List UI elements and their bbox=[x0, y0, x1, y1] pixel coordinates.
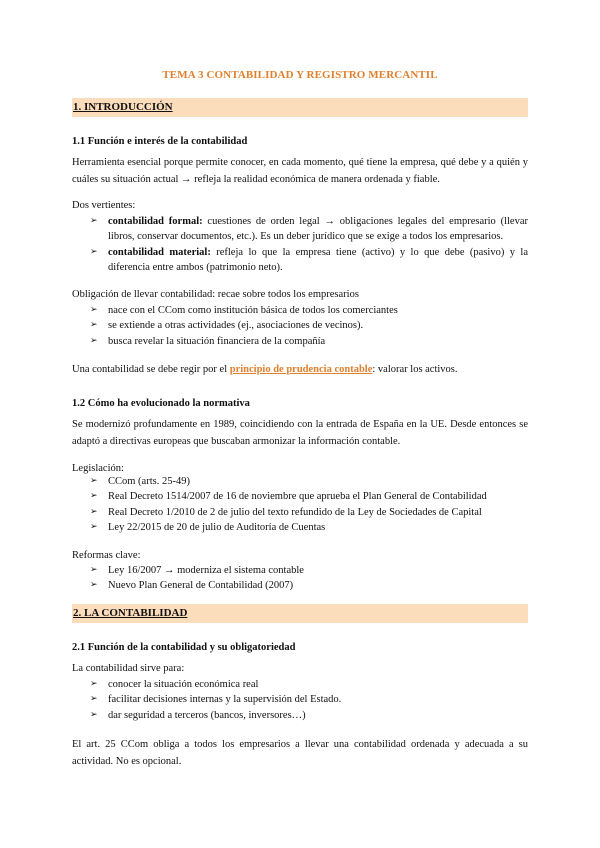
arrow-bullet-icon: ➢ bbox=[90, 320, 98, 331]
arrow-bullet-icon: ➢ bbox=[90, 491, 98, 502]
subheading-2-1: 2.1 Función de la contabilidad y su obligatoriedad bbox=[72, 642, 296, 653]
paragraph-normativa: Se modernizó profundamente en 1989, coincidiendo con la entrada de España en la UE. Desde entonces se adaptó a directivas europeas que buscaban armonizar la información contable. bbox=[72, 419, 528, 447]
arrow-bullet-icon: ➢ bbox=[90, 580, 98, 591]
document-title: TEMA 3 CONTABILIDAD Y REGISTRO MERCANTIL bbox=[162, 69, 438, 81]
sirve-label: La contabilidad sirve para: bbox=[72, 663, 185, 674]
list-item bbox=[90, 474, 528, 489]
term-description: refleja lo que la empresa tiene (activo) y lo que debe (pasivo) y la diferencia entre ambos (patrimonio neto). bbox=[108, 246, 528, 273]
list-item-text: Ley 16/2007 → moderniza el sistema contable bbox=[108, 565, 304, 576]
list-item-text: facilitar decisiones internas y la supervisión del Estado. bbox=[108, 694, 342, 706]
arrow-bullet-icon: ➢ bbox=[90, 709, 98, 720]
sirve-list bbox=[90, 677, 528, 723]
arrow-bullet-icon: ➢ bbox=[90, 216, 98, 226]
reformas-list bbox=[90, 563, 528, 594]
list-item-text: Nuevo Plan General de Contabilidad (2007) bbox=[108, 580, 294, 592]
prudencia-text-before: Una contabilidad se debe regir por el bbox=[72, 364, 230, 375]
vertientes-list bbox=[90, 214, 528, 275]
list-item bbox=[90, 520, 528, 535]
list-item-text: nace con el CCom como institución básica de todos los comerciantes bbox=[108, 305, 398, 316]
term-contabilidad-material: contabilidad material: bbox=[108, 246, 211, 258]
list-item-text: CCom (arts. 25-49) bbox=[108, 476, 190, 487]
list-item bbox=[90, 692, 528, 707]
paragraph-art-25: El art. 25 CCom obliga a todos los empresarios a llevar una contabilidad ordenada y adecuada a su actividad. No es opcional. bbox=[72, 739, 528, 767]
list-item-text: Real Decreto 1/2010 de 2 de julio del texto refundido de la Ley de Sociedades de Capital bbox=[108, 506, 482, 518]
arrow-bullet-icon: ➢ bbox=[90, 694, 98, 705]
term-contabilidad-formal: contabilidad formal: bbox=[108, 216, 203, 227]
arrow-bullet-icon: ➢ bbox=[90, 335, 98, 346]
section-heading-introduccion: 1. INTRODUCCIÓN bbox=[72, 98, 528, 117]
list-item bbox=[90, 578, 528, 593]
arrow-bullet-icon: ➢ bbox=[90, 521, 98, 532]
prudencia-paragraph bbox=[72, 361, 528, 378]
list-item-text: Real Decreto 1514/2007 de 16 de noviembre que aprueba el Plan General de Contabilidad bbox=[108, 491, 487, 503]
list-item bbox=[90, 245, 528, 276]
arrow-bullet-icon: ➢ bbox=[90, 305, 98, 315]
list-item bbox=[90, 563, 528, 578]
list-item-text: Ley 22/2015 de 20 de julio de Auditoría de Cuentas bbox=[108, 521, 326, 533]
arrow-bullet-icon: ➢ bbox=[90, 565, 98, 575]
subheading-1-1: 1.1 Función e interés de la contabilidad bbox=[72, 136, 248, 147]
list-item bbox=[90, 677, 528, 692]
list-item bbox=[90, 334, 528, 349]
arrow-bullet-icon: ➢ bbox=[90, 679, 98, 689]
list-item-text: se extiende a otras actividades (ej., asociaciones de vecinos). bbox=[108, 320, 364, 332]
list-item-text: conocer la situación económica real bbox=[108, 679, 259, 690]
subheading-1-2: 1.2 Cómo ha evolucionado la normativa bbox=[72, 398, 250, 409]
prudencia-text-after: : valorar los activos. bbox=[372, 364, 458, 375]
list-item-text: dar seguridad a terceros (bancos, inversores…) bbox=[108, 709, 306, 721]
list-item bbox=[90, 708, 528, 723]
term-description: cuestiones de orden legal → obligaciones legales del empresario (llevar libros, conservar documentos, etc.). Es un deber jurídico que se exige a todos los empresarios. bbox=[108, 216, 528, 243]
arrow-bullet-icon: ➢ bbox=[90, 476, 98, 486]
prudencia-link[interactable]: principio de prudencia contable bbox=[229, 364, 373, 375]
list-item-text: busca revelar la situación financiera de la compañía bbox=[108, 335, 326, 347]
section-heading-contabilidad: 2. LA CONTABILIDAD bbox=[72, 604, 528, 623]
obligacion-label: Obligación de llevar contabilidad: recae sobre todos los empresarios bbox=[72, 289, 359, 300]
paragraph-intro: Herramienta esencial porque permite conocer, en cada momento, qué tiene la empresa, qué debe y a quién y cuáles su situación actual → refleja la realidad económica de manera ordenada y fiable. bbox=[72, 157, 528, 185]
vertientes-label: Dos vertientes: bbox=[72, 200, 136, 211]
reformas-label: Reformas clave: bbox=[72, 550, 141, 561]
legislacion-list bbox=[90, 474, 528, 535]
arrow-bullet-icon: ➢ bbox=[90, 246, 98, 257]
list-item bbox=[90, 303, 528, 318]
arrow-bullet-icon: ➢ bbox=[90, 506, 98, 517]
list-item bbox=[90, 505, 528, 520]
list-item bbox=[90, 214, 528, 245]
list-item bbox=[90, 318, 528, 333]
list-item bbox=[90, 489, 528, 504]
obligacion-list bbox=[90, 303, 528, 349]
legislacion-label: Legislación: bbox=[72, 463, 124, 474]
